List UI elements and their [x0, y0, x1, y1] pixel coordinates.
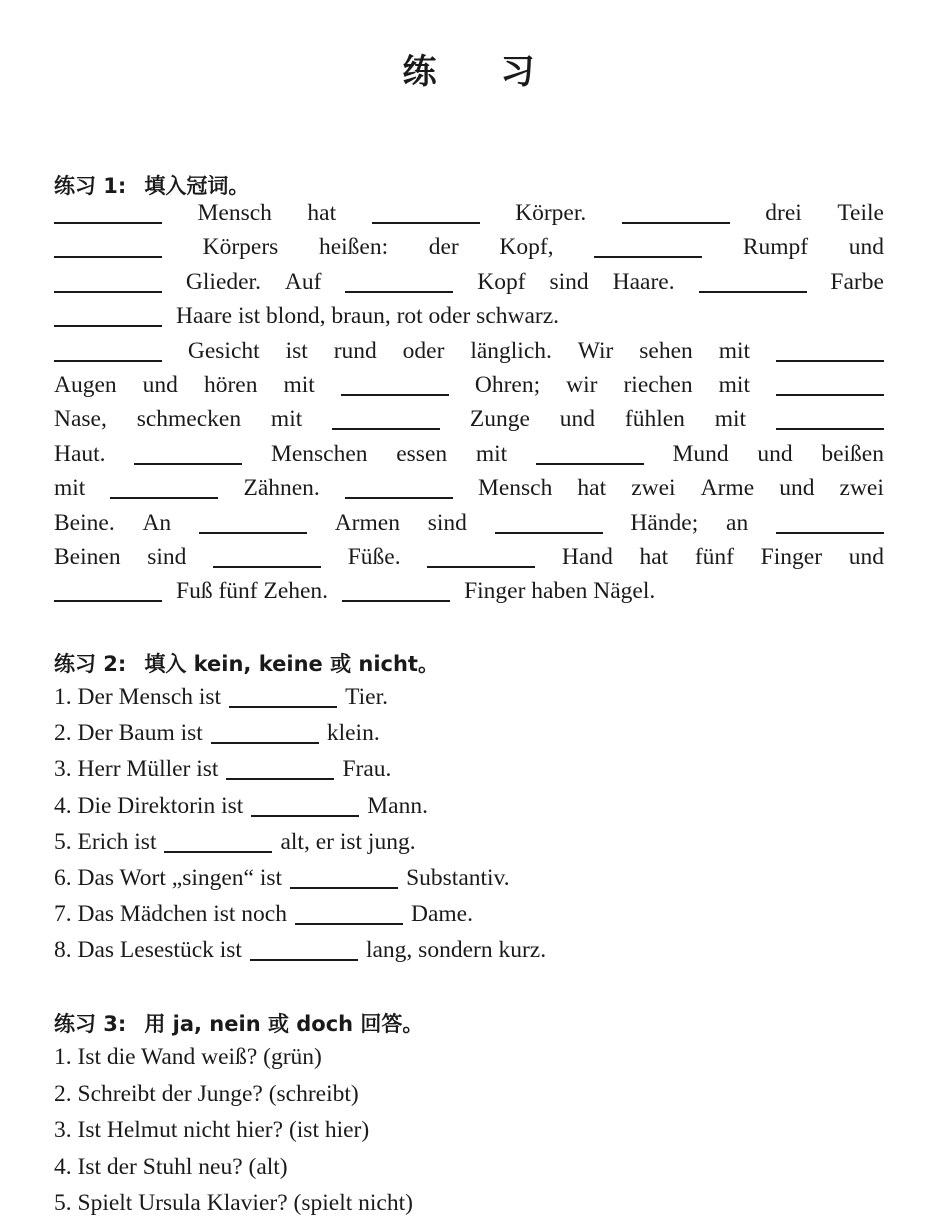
word: riechen: [623, 372, 693, 398]
word: Nase,: [54, 406, 107, 433]
page-title: [0, 44, 937, 93]
word: schmecken: [136, 406, 242, 433]
answer-blank[interactable]: [699, 291, 807, 293]
word: und: [779, 475, 815, 502]
exercise-1-line: [54, 506, 884, 540]
word: länglich.: [470, 337, 552, 364]
word: Glieder.: [185, 268, 261, 295]
word: Füße.: [347, 544, 401, 570]
item-prompt: 8. Das Lesestück ist: [54, 937, 242, 964]
word: Ohren;: [474, 372, 541, 398]
word: Wir: [577, 337, 614, 364]
item-prompt: 1. Der Mensch ist: [54, 684, 222, 710]
word: mit: [54, 475, 86, 502]
answer-blank[interactable]: [199, 532, 307, 534]
exercise-2-number: 练习 2:: [54, 652, 127, 676]
exercise-2-item: [54, 716, 380, 750]
word: an: [726, 509, 749, 536]
exercise-2-item: [54, 680, 388, 714]
page-title-part2: 习: [500, 52, 535, 92]
word: An: [142, 509, 172, 536]
exercise-1-line: [54, 196, 884, 230]
item-continuation: lang, sondern kurz.: [365, 937, 547, 964]
answer-blank[interactable]: [54, 222, 162, 224]
answer-blank[interactable]: [622, 222, 730, 224]
word: Hand: [561, 544, 613, 570]
exercise-3-item: 5. Spielt Ursula Klavier? (spielt nicht): [54, 1190, 413, 1216]
word: Farbe: [830, 268, 884, 295]
exercise-3-number: 练习 3:: [54, 1012, 127, 1036]
word: zwei: [631, 475, 676, 502]
answer-blank[interactable]: [427, 566, 535, 568]
answer-blank[interactable]: [54, 325, 162, 327]
word: beißen: [821, 440, 884, 467]
word: Armen: [334, 509, 400, 536]
answer-blank[interactable]: [776, 428, 884, 430]
answer-blank[interactable]: [54, 360, 162, 362]
word: sind: [147, 544, 187, 570]
answer-blank[interactable]: [776, 360, 884, 362]
exercise-3-instruction: 用 ja, nein 或 doch 回答。: [144, 1012, 424, 1036]
exercise-1-line: [54, 299, 884, 333]
item-prompt: 7. Das Mädchen ist noch: [54, 901, 287, 928]
answer-blank[interactable]: [54, 256, 162, 258]
item-prompt: 5. Erich ist: [54, 828, 157, 855]
answer-blank[interactable]: [295, 923, 403, 925]
word: Kopf: [477, 268, 526, 295]
word: hat: [307, 200, 337, 226]
item-prompt: 3. Herr Müller ist: [54, 756, 219, 783]
word: sind: [427, 509, 467, 536]
answer-blank[interactable]: [776, 532, 884, 534]
word: fühlen: [624, 406, 685, 433]
exercise-1-line: [54, 471, 884, 505]
word: Körpers: [202, 234, 279, 261]
item-continuation: Mann.: [367, 792, 428, 819]
exercise-3-item: 4. Ist der Stuhl neu? (alt): [54, 1153, 288, 1180]
word: Haut.: [54, 440, 106, 467]
word: zwei: [839, 475, 884, 502]
item-continuation: Dame.: [411, 901, 473, 928]
answer-blank[interactable]: [290, 887, 398, 889]
answer-blank[interactable]: [110, 497, 218, 499]
exercise-2-instruction: 填入 kein, keine 或 nicht。: [144, 652, 439, 676]
exercise-1-line: [54, 230, 884, 264]
word: hat: [577, 475, 607, 502]
word: mit: [475, 440, 508, 467]
exercise-3-item: 2. Schreibt der Junge? (schreibt): [54, 1080, 359, 1107]
answer-blank[interactable]: [226, 778, 334, 780]
word: sehen: [639, 337, 693, 364]
answer-blank[interactable]: [332, 428, 440, 430]
word: und: [559, 406, 596, 433]
word: Rumpf: [742, 234, 809, 261]
answer-blank[interactable]: [213, 566, 321, 568]
item-prompt: 6. Das Wort „singen“ ist: [54, 865, 283, 891]
word: der: [428, 234, 459, 261]
exercise-1-line: [54, 368, 884, 402]
word: essen: [396, 440, 448, 467]
word: Haare ist blond, braun, rot oder schwarz.: [176, 303, 560, 330]
word: Augen: [54, 372, 117, 398]
exercise-2-heading: [54, 648, 439, 678]
word: Haare.: [612, 268, 675, 295]
word: rund: [333, 337, 377, 364]
answer-blank[interactable]: [594, 256, 702, 258]
item-continuation: alt, er ist jung.: [280, 828, 416, 855]
answer-blank[interactable]: [164, 851, 272, 853]
answer-blank[interactable]: [342, 600, 450, 602]
word: Kopf,: [499, 234, 554, 261]
word: Finger haben Nägel.: [464, 578, 656, 605]
exercise-2-item: [54, 897, 473, 931]
exercise-1-line: [54, 265, 884, 299]
word: hören: [203, 372, 258, 398]
word: Zähnen.: [243, 475, 320, 502]
word: heißen:: [318, 234, 389, 261]
word: Hände;: [630, 509, 699, 536]
word: und: [757, 440, 793, 467]
answer-blank[interactable]: [229, 706, 337, 708]
answer-blank[interactable]: [536, 463, 644, 465]
word: Auf: [284, 268, 322, 295]
word: Fuß fünf Zehen.: [176, 578, 329, 605]
answer-blank[interactable]: [54, 600, 162, 602]
answer-blank[interactable]: [211, 742, 319, 744]
item-continuation: Tier.: [345, 684, 388, 710]
word: Mund: [672, 440, 729, 467]
exercise-1-line: [54, 437, 884, 471]
exercise-2-item: [54, 825, 416, 859]
word: Zunge: [469, 406, 530, 433]
item-continuation: Substantiv.: [406, 865, 510, 891]
answer-blank[interactable]: [251, 815, 359, 817]
exercise-3-item: 1. Ist die Wand weiß? (grün): [54, 1044, 322, 1070]
word: und: [142, 372, 178, 398]
word: sind: [549, 268, 589, 295]
exercise-2-item: [54, 789, 428, 823]
exercise-2-item: [54, 752, 391, 786]
answer-blank[interactable]: [345, 291, 453, 293]
word: Teile: [837, 200, 884, 226]
page-title-part1: 练: [402, 52, 437, 92]
exercise-2-item: [54, 861, 510, 895]
answer-blank[interactable]: [134, 463, 242, 465]
word: Körper.: [515, 200, 587, 226]
word: Gesicht: [187, 337, 260, 364]
word: Mensch: [477, 475, 553, 502]
exercise-1-line: [54, 574, 884, 608]
word: und: [848, 234, 884, 261]
word: drei: [765, 200, 802, 226]
answer-blank[interactable]: [54, 291, 162, 293]
item-prompt: 4. Die Direktorin ist: [54, 792, 244, 819]
exercise-3-item: 3. Ist Helmut nicht hier? (ist hier): [54, 1117, 370, 1143]
exercise-1-line: [54, 334, 884, 368]
exercise-1-instruction: 填入冠词。: [144, 174, 250, 198]
answer-blank[interactable]: [250, 959, 358, 961]
word: Mensch: [197, 200, 272, 226]
word: mit: [283, 372, 315, 398]
answer-blank[interactable]: [776, 394, 884, 396]
exercise-1-line: [54, 540, 884, 574]
word: Finger: [760, 544, 823, 570]
answer-blank[interactable]: [495, 532, 603, 534]
word: wir: [566, 372, 598, 398]
word: Arme: [700, 475, 755, 502]
word: und: [848, 544, 884, 570]
word: Menschen: [270, 440, 368, 467]
answer-blank[interactable]: [341, 394, 449, 396]
word: Beinen: [54, 544, 121, 570]
answer-blank[interactable]: [372, 222, 480, 224]
word: mit: [714, 406, 747, 433]
item-continuation: Frau.: [342, 756, 392, 783]
word: Beine.: [54, 509, 115, 536]
word: mit: [270, 406, 303, 433]
word: oder: [402, 337, 445, 364]
item-continuation: klein.: [326, 720, 380, 747]
exercise-1-number: 练习 1:: [54, 174, 127, 198]
word: hat: [639, 544, 669, 570]
exercise-1-line: [54, 402, 884, 436]
word: mit: [718, 372, 750, 398]
word: fünf: [694, 544, 735, 570]
answer-blank[interactable]: [345, 497, 453, 499]
word: mit: [718, 337, 751, 364]
word: ist: [285, 337, 308, 364]
exercise-3-heading: [54, 1008, 423, 1038]
item-prompt: 2. Der Baum ist: [54, 720, 203, 747]
exercise-2-item: [54, 933, 546, 967]
